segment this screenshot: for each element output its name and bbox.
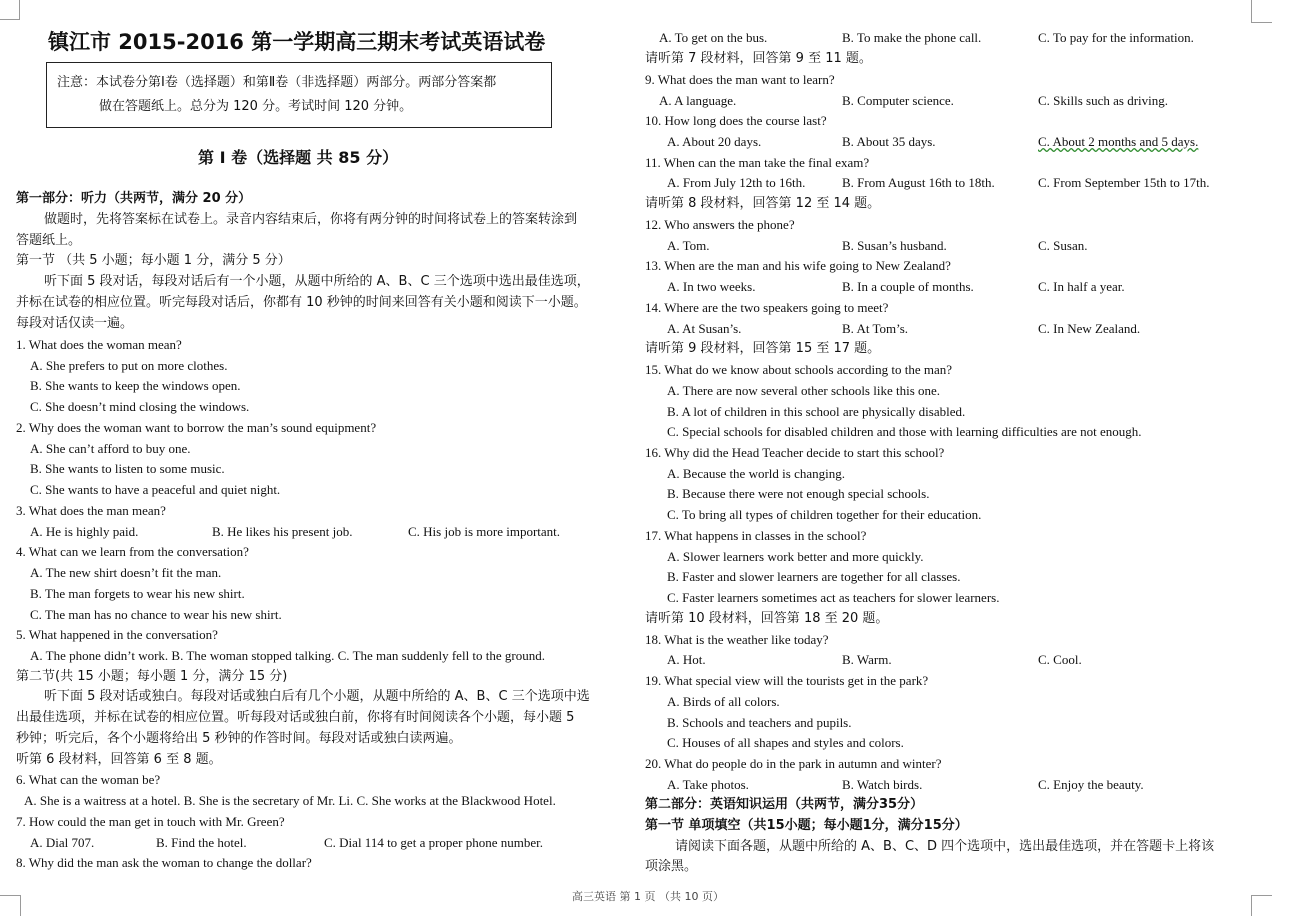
question: 2. Why does the woman want to borrow the man’s sound equipment? <box>16 420 377 435</box>
instruction-text: 请阅读下面各题，从题中所给的 A、B、C、D 四个选项中，选出最佳选项，并在答题卡上将该 <box>675 839 1215 854</box>
question: 17. What happens in classes in the school? <box>645 528 867 543</box>
answer-option[interactable]: B. He likes his present job. <box>212 524 353 539</box>
question: 1. What does the woman mean? <box>16 337 182 352</box>
answer-option[interactable]: A. Take photos. <box>667 777 749 792</box>
answer-options-row <box>30 835 630 851</box>
answer-option[interactable]: B. Find the hotel. <box>156 835 247 850</box>
answer-options-row <box>667 175 1277 191</box>
answer-option[interactable]: B. To make the phone call. <box>842 30 982 45</box>
answer-option[interactable]: C. The man has no chance to wear his new shirt. <box>30 607 282 622</box>
listening-instruction: 请听第 10 段材料，回答第 18 至 20 题。 <box>645 611 889 626</box>
question: 3. What does the man mean? <box>16 503 166 518</box>
exam-title: 镇江市 2015-2016 第一学期高三期末考试英语试卷 <box>48 30 546 54</box>
section-title: 第 I 卷（选择题 共 85 分） <box>198 148 399 167</box>
listening-instruction: 请听第 7 段材料，回答第 9 至 11 题。 <box>645 51 872 66</box>
question: 8. Why did the man ask the woman to change the dollar? <box>16 855 312 870</box>
answer-option[interactable]: A. About 20 days. <box>667 134 762 149</box>
section-heading: 第一节 单项填空（共15小题；每小题1分，满分15分） <box>645 818 968 833</box>
answer-option[interactable]: A. Birds of all colors. <box>667 694 780 709</box>
answer-option[interactable]: A. Slower learners work better and more quickly. <box>667 549 924 564</box>
answer-option[interactable]: C. Cool. <box>1038 652 1082 667</box>
answer-option[interactable]: A. There are now several other schools like this one. <box>667 383 941 398</box>
answer-option[interactable]: B. From August 16th to 18th. <box>842 175 995 190</box>
answer-option[interactable]: B. She wants to keep the windows open. <box>30 378 241 393</box>
answer-options-row <box>667 321 1277 337</box>
answer-option[interactable]: B. Computer science. <box>842 93 954 108</box>
answer-option[interactable]: B. Warm. <box>842 652 892 667</box>
answer-option[interactable]: A. From July 12th to 16th. <box>667 175 806 190</box>
section-heading: 第二节(共 15 小题；每小题 1 分，满分 15 分) <box>16 669 288 684</box>
notice-box <box>46 62 552 128</box>
notice-line: 注意：本试卷分第Ⅰ卷（选择题）和第Ⅱ卷（非选择题）两部分。两部分答案都 <box>57 75 497 90</box>
answer-option[interactable]: B. Schools and teachers and pupils. <box>667 715 852 730</box>
answer-option[interactable]: C. In half a year. <box>1038 279 1125 294</box>
answer-option[interactable]: C. Dial 114 to get a proper phone number. <box>324 835 544 850</box>
answer-options-row <box>667 134 1277 150</box>
answer-option[interactable]: A. He is highly paid. <box>30 524 139 539</box>
question: 6. What can the woman be? <box>16 772 161 787</box>
question: 4. What can we learn from the conversation? <box>16 544 249 559</box>
answer-option[interactable]: C. His job is more important. <box>408 524 561 539</box>
instruction-text: 听下面 5 段对话或独白。每段对话或独白后有几个小题，从题中所给的 A、B、C 三个选项中选 <box>44 689 590 704</box>
instruction-text: 听下面 5 段对话，每段对话后有一个小题，从题中所给的 A、B、C 三个选项中选出最佳选项， <box>44 274 590 289</box>
answer-option[interactable]: C. Susan. <box>1038 238 1088 253</box>
question: 15. What do we know about schools according to the man? <box>645 362 952 377</box>
answer-option[interactable]: A. At Susan’s. <box>667 321 742 336</box>
answer-options-row <box>30 524 630 540</box>
answer-options-row <box>667 238 1277 254</box>
answer-option[interactable]: C. Enjoy the beauty. <box>1038 777 1144 792</box>
instruction-text: 每段对话仅读一遍。 <box>16 316 134 331</box>
answer-option[interactable]: C. Houses of all shapes and styles and colors. <box>667 735 904 750</box>
answer-options-row <box>667 777 1277 793</box>
answer-option[interactable]: A. Tom. <box>667 238 710 253</box>
answer-option[interactable]: C. From September 15th to 17th. <box>1038 175 1210 190</box>
answer-option[interactable]: A. A language. <box>659 93 737 108</box>
page-footer: 高三英语 第 1 页 （共 10 页） <box>572 890 724 903</box>
answer-option[interactable]: B. Faster and slower learners are together for all classes. <box>667 569 961 584</box>
question: 20. What do people do in the park in autumn and winter? <box>645 756 942 771</box>
question: 9. What does the man want to learn? <box>645 72 835 87</box>
answer-option[interactable]: A. She can’t afford to buy one. <box>30 441 191 456</box>
answer-option[interactable]: A. To get on the bus. <box>659 30 768 45</box>
answer-options-row <box>659 93 1269 109</box>
instruction-text: 秒钟；听完后，各个小题将给出 5 秒钟的作答时间。每段对话或独白读两遍。 <box>16 731 462 746</box>
answer-option[interactable]: A. Because the world is changing. <box>667 466 845 481</box>
answer-options-row <box>667 279 1277 295</box>
instruction-text: 出最佳选项，并标在试卷的相应位置。听每段对话或独白前，你将有时间阅读各个小题，每小题 5 <box>16 710 575 725</box>
answer-option[interactable]: B. In a couple of months. <box>842 279 974 294</box>
part-heading: 第二部分：英语知识运用（共两节，满分35分） <box>645 797 924 812</box>
answer-option[interactable]: C. To pay for the information. <box>1038 30 1194 45</box>
answer-option[interactable]: A. Dial 707. <box>30 835 95 850</box>
answer-option[interactable]: A. In two weeks. <box>667 279 756 294</box>
page-corner-mark <box>0 0 20 20</box>
answer-option[interactable]: C. To bring all types of children together for their education. <box>667 507 982 522</box>
question: 14. Where are the two speakers going to meet? <box>645 300 889 315</box>
answer-option[interactable]: B. At Tom’s. <box>842 321 909 336</box>
answer-option[interactable]: C. Special schools for disabled children and those with learning difficulties are not enough. <box>667 424 1142 439</box>
instruction-text: 答题纸上。 <box>16 233 82 248</box>
answer-options-row <box>659 30 1269 46</box>
notice-line: 做在答题纸上。总分为 120 分。考试时间 120 分钟。 <box>99 99 413 114</box>
instruction-text: 项涂黑。 <box>645 859 698 874</box>
answer-options-row <box>667 652 1277 668</box>
question: 18. What is the weather like today? <box>645 632 829 647</box>
answer-option[interactable]: B. The man forgets to wear his new shirt. <box>30 586 245 601</box>
answer-option[interactable]: B. She wants to listen to some music. <box>30 461 225 476</box>
answer-option[interactable]: A. Hot. <box>667 652 706 667</box>
answer-options-row[interactable]: A. She is a waitress at a hotel. B. She is the secretary of Mr. Li. C. She works at the Blackwood Hotel. <box>24 793 556 808</box>
question: 16. Why did the Head Teacher decide to start this school? <box>645 445 945 460</box>
answer-option[interactable]: C. Faster learners sometimes act as teachers for slower learners. <box>667 590 1000 605</box>
page-corner-mark <box>1251 0 1272 23</box>
answer-option[interactable]: C. About 2 months and 5 days. <box>1038 134 1199 149</box>
answer-option[interactable]: B. Watch birds. <box>842 777 923 792</box>
question: 10. How long does the course last? <box>645 113 827 128</box>
answer-option[interactable]: C. Skills such as driving. <box>1038 93 1169 108</box>
answer-option[interactable]: B. A lot of children in this school are physically disabled. <box>667 404 966 419</box>
answer-option[interactable]: C. She doesn’t mind closing the windows. <box>30 399 250 414</box>
listening-instruction: 请听第 9 段材料，回答第 15 至 17 题。 <box>645 341 881 356</box>
part-heading: 第一部分：听力（共两节，满分 20 分） <box>16 191 252 206</box>
answer-option[interactable]: A. The new shirt doesn’t fit the man. <box>30 565 222 580</box>
question: 12. Who answers the phone? <box>645 217 795 232</box>
question: 5. What happened in the conversation? <box>16 627 218 642</box>
listening-instruction: 请听第 8 段材料，回答第 12 至 14 题。 <box>645 196 881 211</box>
answer-option[interactable]: B. About 35 days. <box>842 134 936 149</box>
answer-option[interactable]: B. Because there were not enough special schools. <box>667 486 930 501</box>
instruction-text: 做题时，先将答案标在试卷上。录音内容结束后，你将有两分钟的时间将试卷上的答案转涂到 <box>44 212 578 227</box>
answer-options-row[interactable]: A. The phone didn’t work. B. The woman stopped talking. C. The man suddenly fell to the ground. <box>30 648 545 663</box>
question: 13. When are the man and his wife going to New Zealand? <box>645 258 951 273</box>
listening-instruction: 听第 6 段材料，回答第 6 至 8 题。 <box>16 752 222 767</box>
question: 19. What special view will the tourists get in the park? <box>645 673 929 688</box>
instruction-text: 并标在试卷的相应位置。听完每段对话后，你都有 10 秒钟的时间来回答有关小题和阅读下一小题。 <box>16 295 587 310</box>
answer-option[interactable]: C. In New Zealand. <box>1038 321 1141 336</box>
answer-option[interactable]: C. She wants to have a peaceful and quiet night. <box>30 482 281 497</box>
answer-option[interactable]: A. She prefers to put on more clothes. <box>30 358 228 373</box>
section-heading: 第一节 （共 5 小题；每小题 1 分，满分 5 分） <box>16 253 291 268</box>
question: 11. When can the man take the final exam? <box>645 155 870 170</box>
question: 7. How could the man get in touch with Mr. Green? <box>16 814 285 829</box>
answer-option[interactable]: B. Susan’s husband. <box>842 238 947 253</box>
